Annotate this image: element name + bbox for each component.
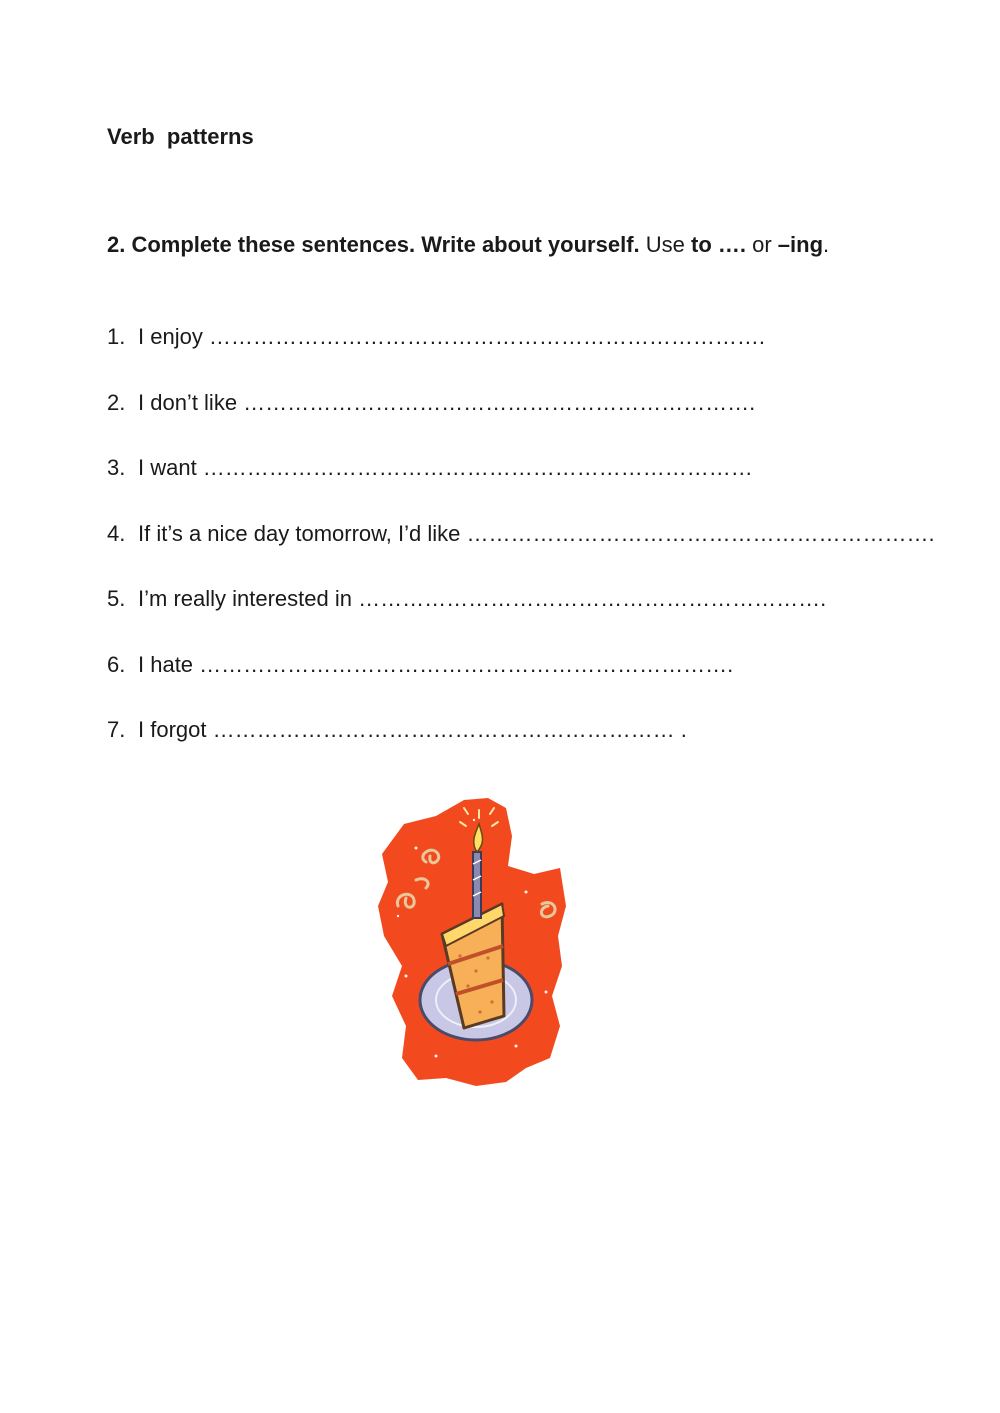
sentence-number: 7. [107,717,126,742]
sentence-number: 4. [107,520,126,546]
sentence-item [107,715,935,781]
page-title: Verb patterns [107,124,254,149]
sentence-item [107,584,935,650]
exercise-instruction [107,232,829,258]
sentence-item [107,322,935,388]
instruction-to: to …. [691,232,746,257]
sentence-number: 2. [107,389,126,415]
sentence-item [107,519,935,585]
sentence-number: 3. [107,455,126,480]
sentence-list [107,322,935,781]
instruction-use: Use [639,232,691,257]
sentence-number: 1. [107,324,126,349]
instruction-bold: 2. Complete these sentences. Write about yourself. [107,232,640,257]
sentence-text: If it’s a nice day tomorrow, I’d like ………………………………………………………. [138,520,935,546]
instruction-end: . [823,232,830,257]
sentence-item [107,650,935,716]
sentence-text: I forgot ……………………………………………………… . [138,717,687,742]
instruction-ing: –ing [777,232,824,257]
sentence-number: 6. [107,651,126,677]
instruction-or: or [746,232,778,257]
sentence-text: I don’t like ……………………………………………………………. [138,389,756,415]
sentence-text: I hate ………………………………………………………………. [138,651,734,677]
sentence-item [107,453,935,519]
sentence-number: 5. [107,586,126,611]
sentence-text: I want ………………………………………………………………… [138,455,753,480]
sentence-text: I’m really interested in ………………………………………………………. [138,586,827,611]
sentence-text: I enjoy …………………………………………………………………. [138,324,766,349]
sentence-item [107,388,935,454]
birthday-cake-slice-icon [376,796,566,1086]
